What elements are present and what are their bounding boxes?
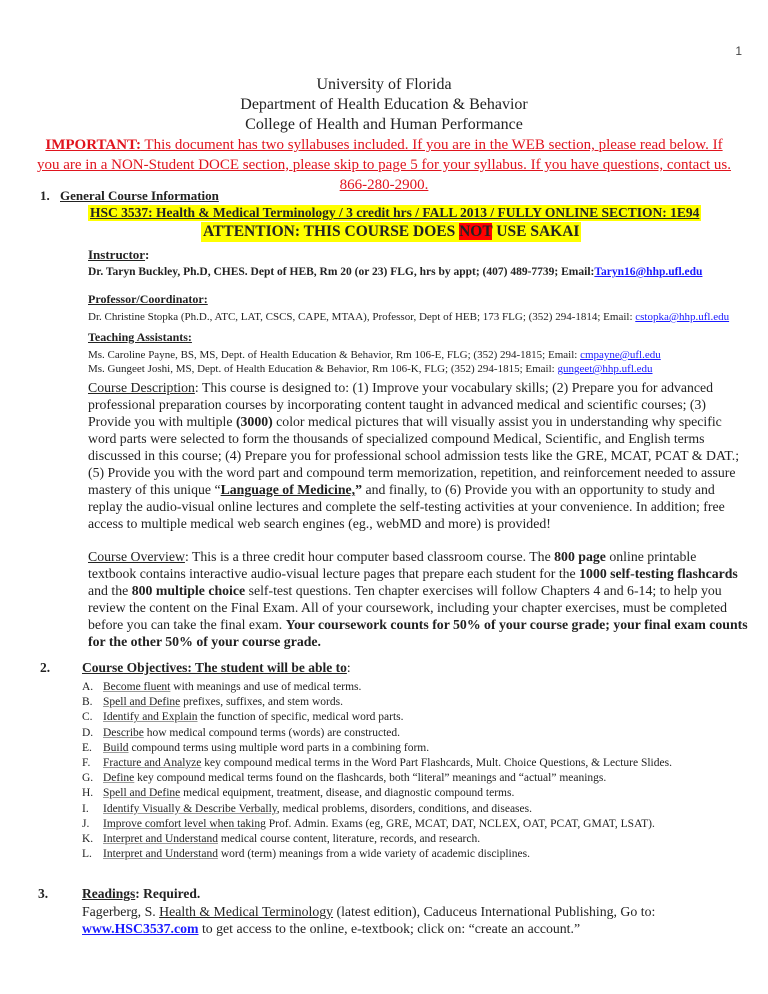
objective-key: Interpret and Understand bbox=[103, 833, 218, 846]
important-text-1: This document has two syllabuses included. If you are in the WEB section, please read below. If bbox=[140, 137, 723, 153]
overview-bold: 800 page bbox=[554, 549, 606, 564]
objective-letter: G. bbox=[82, 772, 94, 785]
objective-item bbox=[82, 786, 672, 801]
coordinator-label: Professor/Coordinator: bbox=[88, 292, 208, 306]
attention-text: ATTENTION: THIS COURSE DOES bbox=[203, 223, 460, 240]
objective-text: word (term) meanings from a wide variety of academic disciplines. bbox=[217, 848, 530, 861]
readings-author: Fagerberg, S. bbox=[82, 904, 160, 919]
description-label: Course Description bbox=[88, 380, 195, 395]
coordinator-block bbox=[88, 290, 729, 323]
coordinator-details: Dr. Christine Stopka (Ph.D., ATC, LAT, CSCS, CAPE, MTAA), Professor, Dept of HEB; 173 FLG; (352) 294-1814; Email: bbox=[88, 311, 636, 323]
objective-text: medical equipment, treatment, disease, and diagnostic compound terms. bbox=[180, 787, 515, 800]
important-label: IMPORTANT: bbox=[45, 137, 141, 153]
description-text: : This course is designed to: (1) Improve your vocabulary skills; (2) Prepare you for advanced professional preparation courses by incorporating content taught in advanced medical and scientific courses; (3) Provide you with multiple bbox=[88, 380, 714, 429]
objective-text: the function of specific, medical word parts. bbox=[197, 711, 404, 724]
objective-key: Fracture and Analyze bbox=[103, 757, 202, 770]
ta-email-link[interactable]: cmpayne@ufl.edu bbox=[580, 349, 661, 361]
overview-text: online printable textbook contains interactive audio-visual lecture pages that prepare each student for the bbox=[88, 549, 697, 581]
overview-text: : This is a three credit hour computer based classroom course. The bbox=[184, 549, 555, 564]
department-name: Department of Health Education & Behavior bbox=[240, 96, 528, 113]
objective-letter: B. bbox=[82, 696, 93, 709]
section-3-heading bbox=[82, 886, 200, 902]
objective-letter: L. bbox=[82, 848, 92, 861]
objective-text: , medical problems, disorders, conditions, and diseases. bbox=[276, 802, 532, 815]
description-quote: ” bbox=[355, 482, 362, 497]
objective-item bbox=[82, 756, 672, 771]
overview-text: and the bbox=[88, 583, 132, 598]
objective-letter: I. bbox=[82, 802, 89, 815]
section-2-number: 2. bbox=[40, 660, 51, 675]
objective-key: Improve comfort level when taking bbox=[103, 817, 266, 830]
instructor-email-link[interactable]: Taryn16@hhp.ufl.edu bbox=[594, 266, 703, 278]
objective-key: Identify and Explain bbox=[103, 711, 198, 724]
readings-publisher: (latest edition), Caduceus International Publishing, Go to: bbox=[333, 904, 656, 919]
objective-key: Spell and Define bbox=[103, 787, 181, 800]
objective-text: prefixes, suffixes, and stem words. bbox=[180, 696, 343, 709]
section-2-colon: : bbox=[346, 660, 351, 675]
ta-details: Ms. Gungeet Joshi, MS, Dept. of Health Education & Behavior, Rm 106-K, FLG; (352) 294-1815; Email: bbox=[88, 363, 558, 375]
ta-item bbox=[88, 348, 661, 362]
college-name: College of Health and Human Performance bbox=[245, 116, 523, 133]
readings-instructions: to get access to the online, e-textbook; click on: “create an account.” bbox=[198, 921, 581, 936]
objective-text: Prof. Admin. Exams (eg, GRE, MCAT, DAT, NCLEX, OAT, PCAT, GMAT, LSAT). bbox=[265, 817, 655, 830]
description-text: color medical pictures that will visually assist you in understanding why specific word parts were selected to form the thousands of specialized compound Medical, Scientific, and English terms discussed in this course; (4) Prepare you for professional school admission tests like the GRE, MCAT, PCAT & DAT.; (5) Provide you with the word part and compound term memorization, repetition, and reinforcement needed to assure mastery of this unique “ bbox=[88, 414, 740, 497]
important-notice bbox=[14, 135, 754, 195]
objective-item bbox=[82, 680, 672, 695]
ta-block bbox=[88, 328, 661, 376]
objective-item bbox=[82, 817, 672, 832]
objective-letter: A. bbox=[82, 681, 94, 693]
objective-text: key compound medical terms in the Word Part Flashcards, Mult. Choice Questions, & Lecture Slides. bbox=[201, 757, 672, 770]
language-of-medicine: Language of Medicine, bbox=[220, 482, 356, 497]
readings-label: Readings bbox=[82, 886, 136, 901]
objective-letter: C. bbox=[82, 711, 93, 724]
objective-item bbox=[82, 847, 672, 862]
ta-label: Teaching Assistants: bbox=[88, 330, 192, 344]
objective-letter: H. bbox=[82, 787, 94, 800]
important-text-2: you are in a NON-Student DOCE section, please skip to page 5 for your syllabus. If you have questions, contact us. bbox=[36, 157, 732, 173]
objective-letter: F. bbox=[82, 757, 91, 770]
objective-key: Identify Visually & Describe Verbally bbox=[103, 802, 277, 815]
readings-text bbox=[82, 903, 762, 937]
hsc3537-link[interactable]: www.HSC3537.com bbox=[82, 921, 199, 936]
ta-details: Ms. Caroline Payne, BS, MS, Dept. of Health Education & Behavior, Rm 106-E, FLG; (352) 294-1815; Email: bbox=[88, 349, 581, 361]
readings-required: : Required. bbox=[135, 886, 201, 901]
instructor-label: Instructor bbox=[88, 247, 146, 262]
objective-key: Define bbox=[103, 772, 135, 785]
description-text: and finally, to (6) Provide you with an opportunity to study and replay the audio-visual online lectures and complete the self-testing activities at your convenience. In addition; free access to multiple medical web search engines (eg., webMD and more) is provided! bbox=[88, 482, 725, 531]
objective-item bbox=[82, 832, 672, 847]
course-title-line: HSC 3537: Health & Medical Terminology / 3 credit hrs / FALL 2013 / FULLY ONLINE SECTION: 1E94 bbox=[90, 205, 700, 220]
objective-key: Describe bbox=[103, 726, 144, 739]
objective-text: how medical compound terms (words) are constructed. bbox=[143, 726, 400, 739]
objective-text: key compound medical terms found on the flashcards, both “literal” meanings and “actual” meanings. bbox=[134, 772, 607, 785]
objective-key: Interpret and Understand bbox=[103, 848, 218, 861]
readings-book-title: Health & Medical Terminology bbox=[159, 904, 334, 919]
course-overview bbox=[88, 548, 748, 650]
instructor-colon: : bbox=[145, 247, 150, 262]
objective-key: Spell and Define bbox=[103, 696, 181, 709]
section-1-number: 1. bbox=[40, 188, 50, 203]
objective-item bbox=[82, 771, 672, 786]
section-3-number: 3. bbox=[38, 886, 49, 901]
objective-item bbox=[82, 710, 672, 725]
ta-item bbox=[88, 362, 661, 376]
objective-item bbox=[82, 726, 672, 741]
description-bold: (3000) bbox=[235, 414, 273, 429]
objective-letter: E. bbox=[82, 741, 92, 754]
instructor-block bbox=[88, 246, 702, 278]
objective-key: Become fluent bbox=[103, 681, 171, 693]
ta-email-link[interactable]: gungeet@hhp.ufl.edu bbox=[557, 363, 653, 375]
page-number: 1 bbox=[735, 44, 742, 58]
objective-item bbox=[82, 695, 672, 710]
objective-letter: K. bbox=[82, 833, 94, 846]
overview-text: self-test questions. Ten chapter exercises will follow Chapters 4 and 6-14; to help you review the content on the Final Exam. All of your coursework, including your chapter exercises, must be completed before you can take the final exam. bbox=[88, 583, 728, 632]
overview-bold: 1000 self-testing flashcards bbox=[579, 566, 738, 581]
objective-text: medical course content, literature, records, and research. bbox=[217, 833, 481, 846]
section-1-title: General Course Information bbox=[60, 188, 219, 203]
objective-key: Build bbox=[103, 741, 129, 754]
university-name: University of Florida bbox=[316, 76, 452, 93]
attention-text-end: USE SAKAI bbox=[492, 223, 580, 240]
objective-letter: D. bbox=[82, 726, 94, 739]
objectives-list bbox=[82, 680, 672, 862]
section-2-heading bbox=[82, 660, 351, 676]
instructor-details: Dr. Taryn Buckley, Ph.D, CHES. Dept of HEB, Rm 20 (or 23) FLG, hrs by appt; (407) 489-7739; Email: bbox=[88, 266, 595, 278]
objective-item bbox=[82, 741, 672, 756]
important-phone: 866-280-2900. bbox=[339, 177, 429, 193]
objective-text: with meanings and use of medical terms. bbox=[170, 681, 362, 693]
objective-item bbox=[82, 802, 672, 817]
objective-letter: J. bbox=[82, 817, 90, 830]
overview-label: Course Overview bbox=[88, 549, 185, 564]
objective-text: compound terms using multiple word parts in a combining form. bbox=[128, 741, 430, 754]
attention-not: NOT bbox=[459, 223, 493, 240]
section-2-title: Course Objectives: The student will be able to bbox=[82, 660, 347, 675]
course-description bbox=[88, 379, 748, 532]
coordinator-email-link[interactable]: cstopka@hhp.ufl.edu bbox=[635, 311, 730, 323]
overview-bold: 800 multiple choice bbox=[131, 583, 246, 598]
grading-statement: Your coursework counts for 50% of your course grade; your final exam counts for the other 50% of your course grade. bbox=[88, 617, 748, 649]
section-1-heading bbox=[40, 188, 219, 204]
attention-banner bbox=[201, 222, 581, 242]
